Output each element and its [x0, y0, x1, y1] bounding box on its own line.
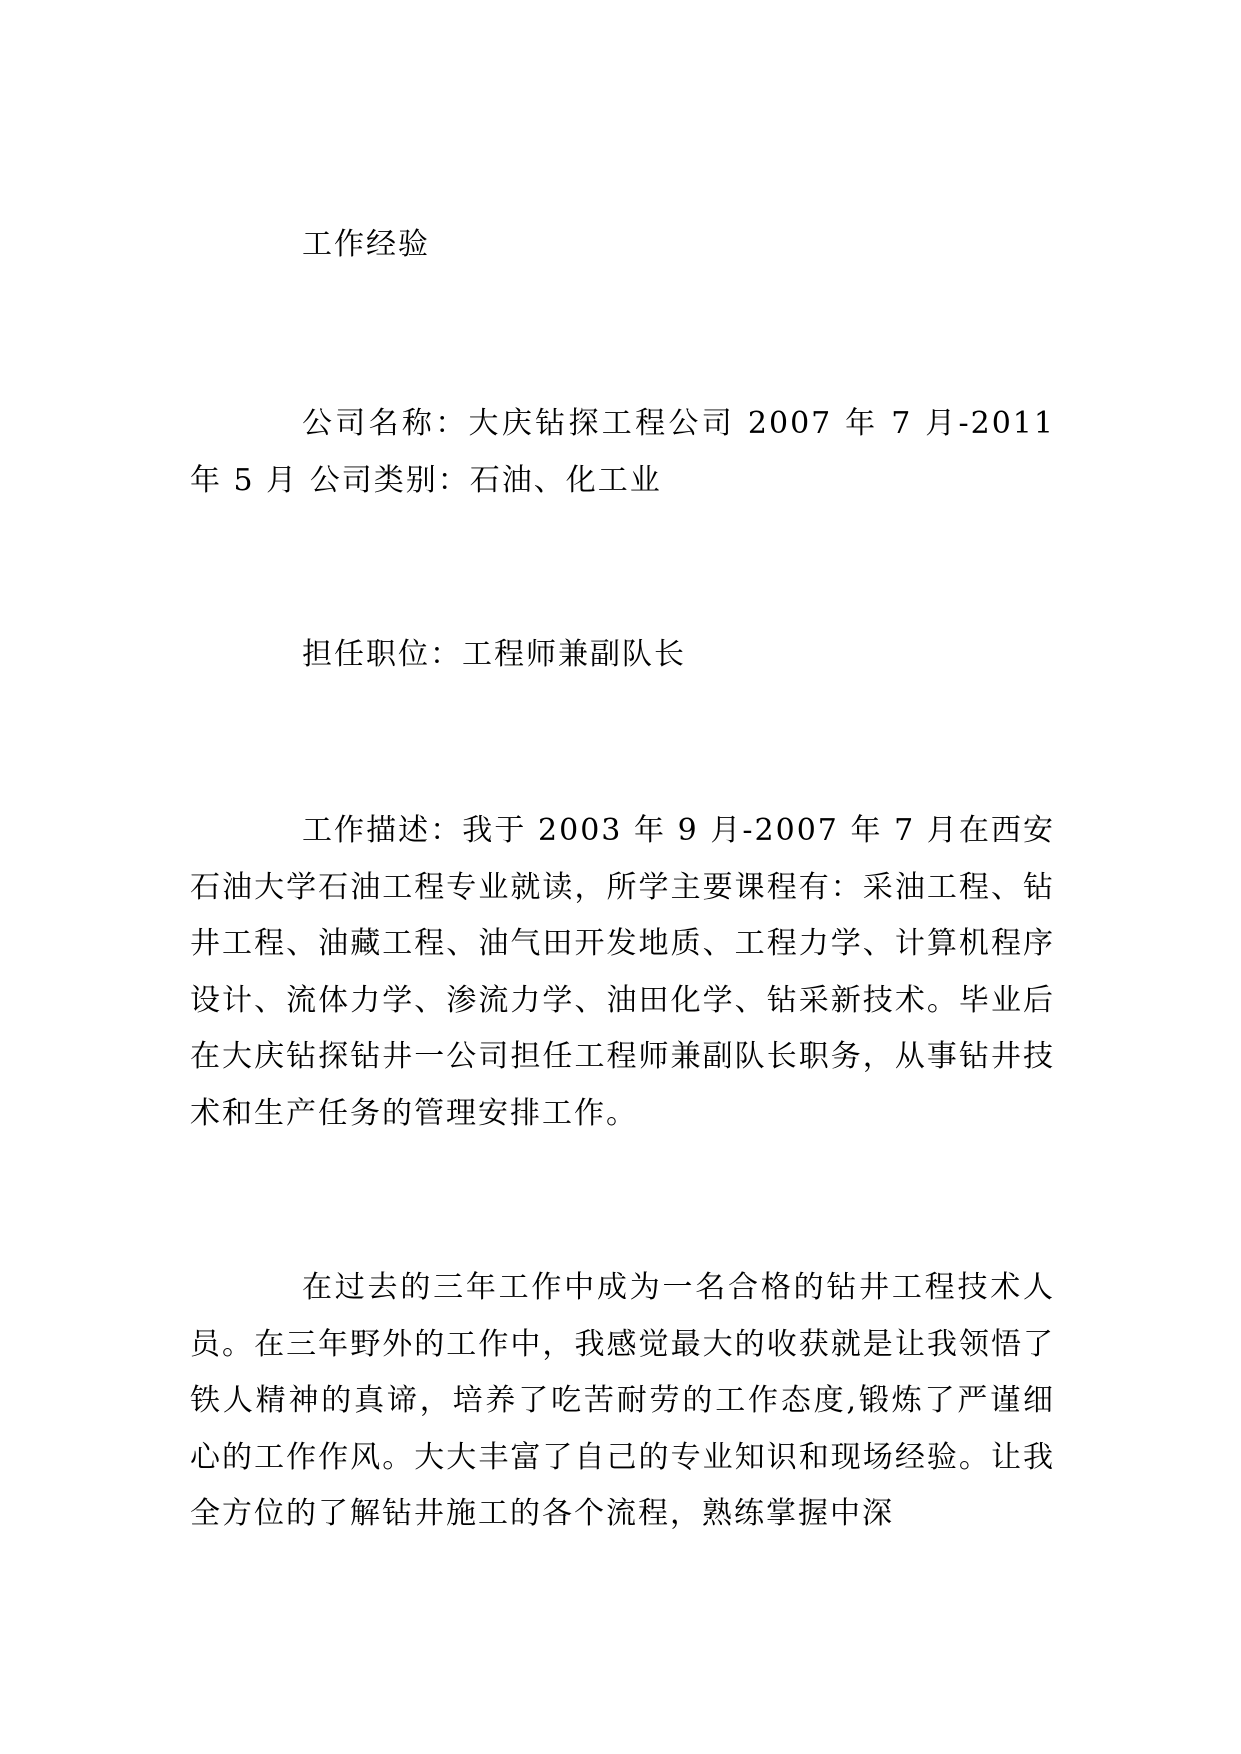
company-info-paragraph: 公司名称：大庆钻探工程公司 2007 年 7 月-2011 年 5 月 公司类别：石油、化工业 — [190, 406, 1055, 498]
experience-summary-paragraph: 在过去的三年工作中成为一名合格的钻井工程技术人员。在三年野外的工作中，我感觉最大的收获就是让我领悟了铁人精神的真谛，培养了吃苦耐劳的工作态度,锻炼了严谨细心的工作作风。大大丰富了自己的专业知识和现场经验。让我全方位的了解钻井施工的各个流程，熟练掌握中深 — [190, 1270, 1055, 1531]
section-heading-work-experience: 工作经验 — [302, 227, 430, 262]
position-paragraph: 担任职位：工程师兼副队长 — [302, 637, 686, 672]
job-description-paragraph: 工作描述：我于 2003 年 9 月-2007 年 7 月在西安石油大学石油工程专业就读，所学主要课程有：采油工程、钻井工程、油藏工程、油气田开发地质、工程力学、计算机程序设计、流体力学、渗流力学、油田化学、钻采新技术。毕业后在大庆钻探钻井一公司担任工程师兼副队长职务，从事钻井技术和生产任务的管理安排工作。 — [190, 813, 1055, 1131]
